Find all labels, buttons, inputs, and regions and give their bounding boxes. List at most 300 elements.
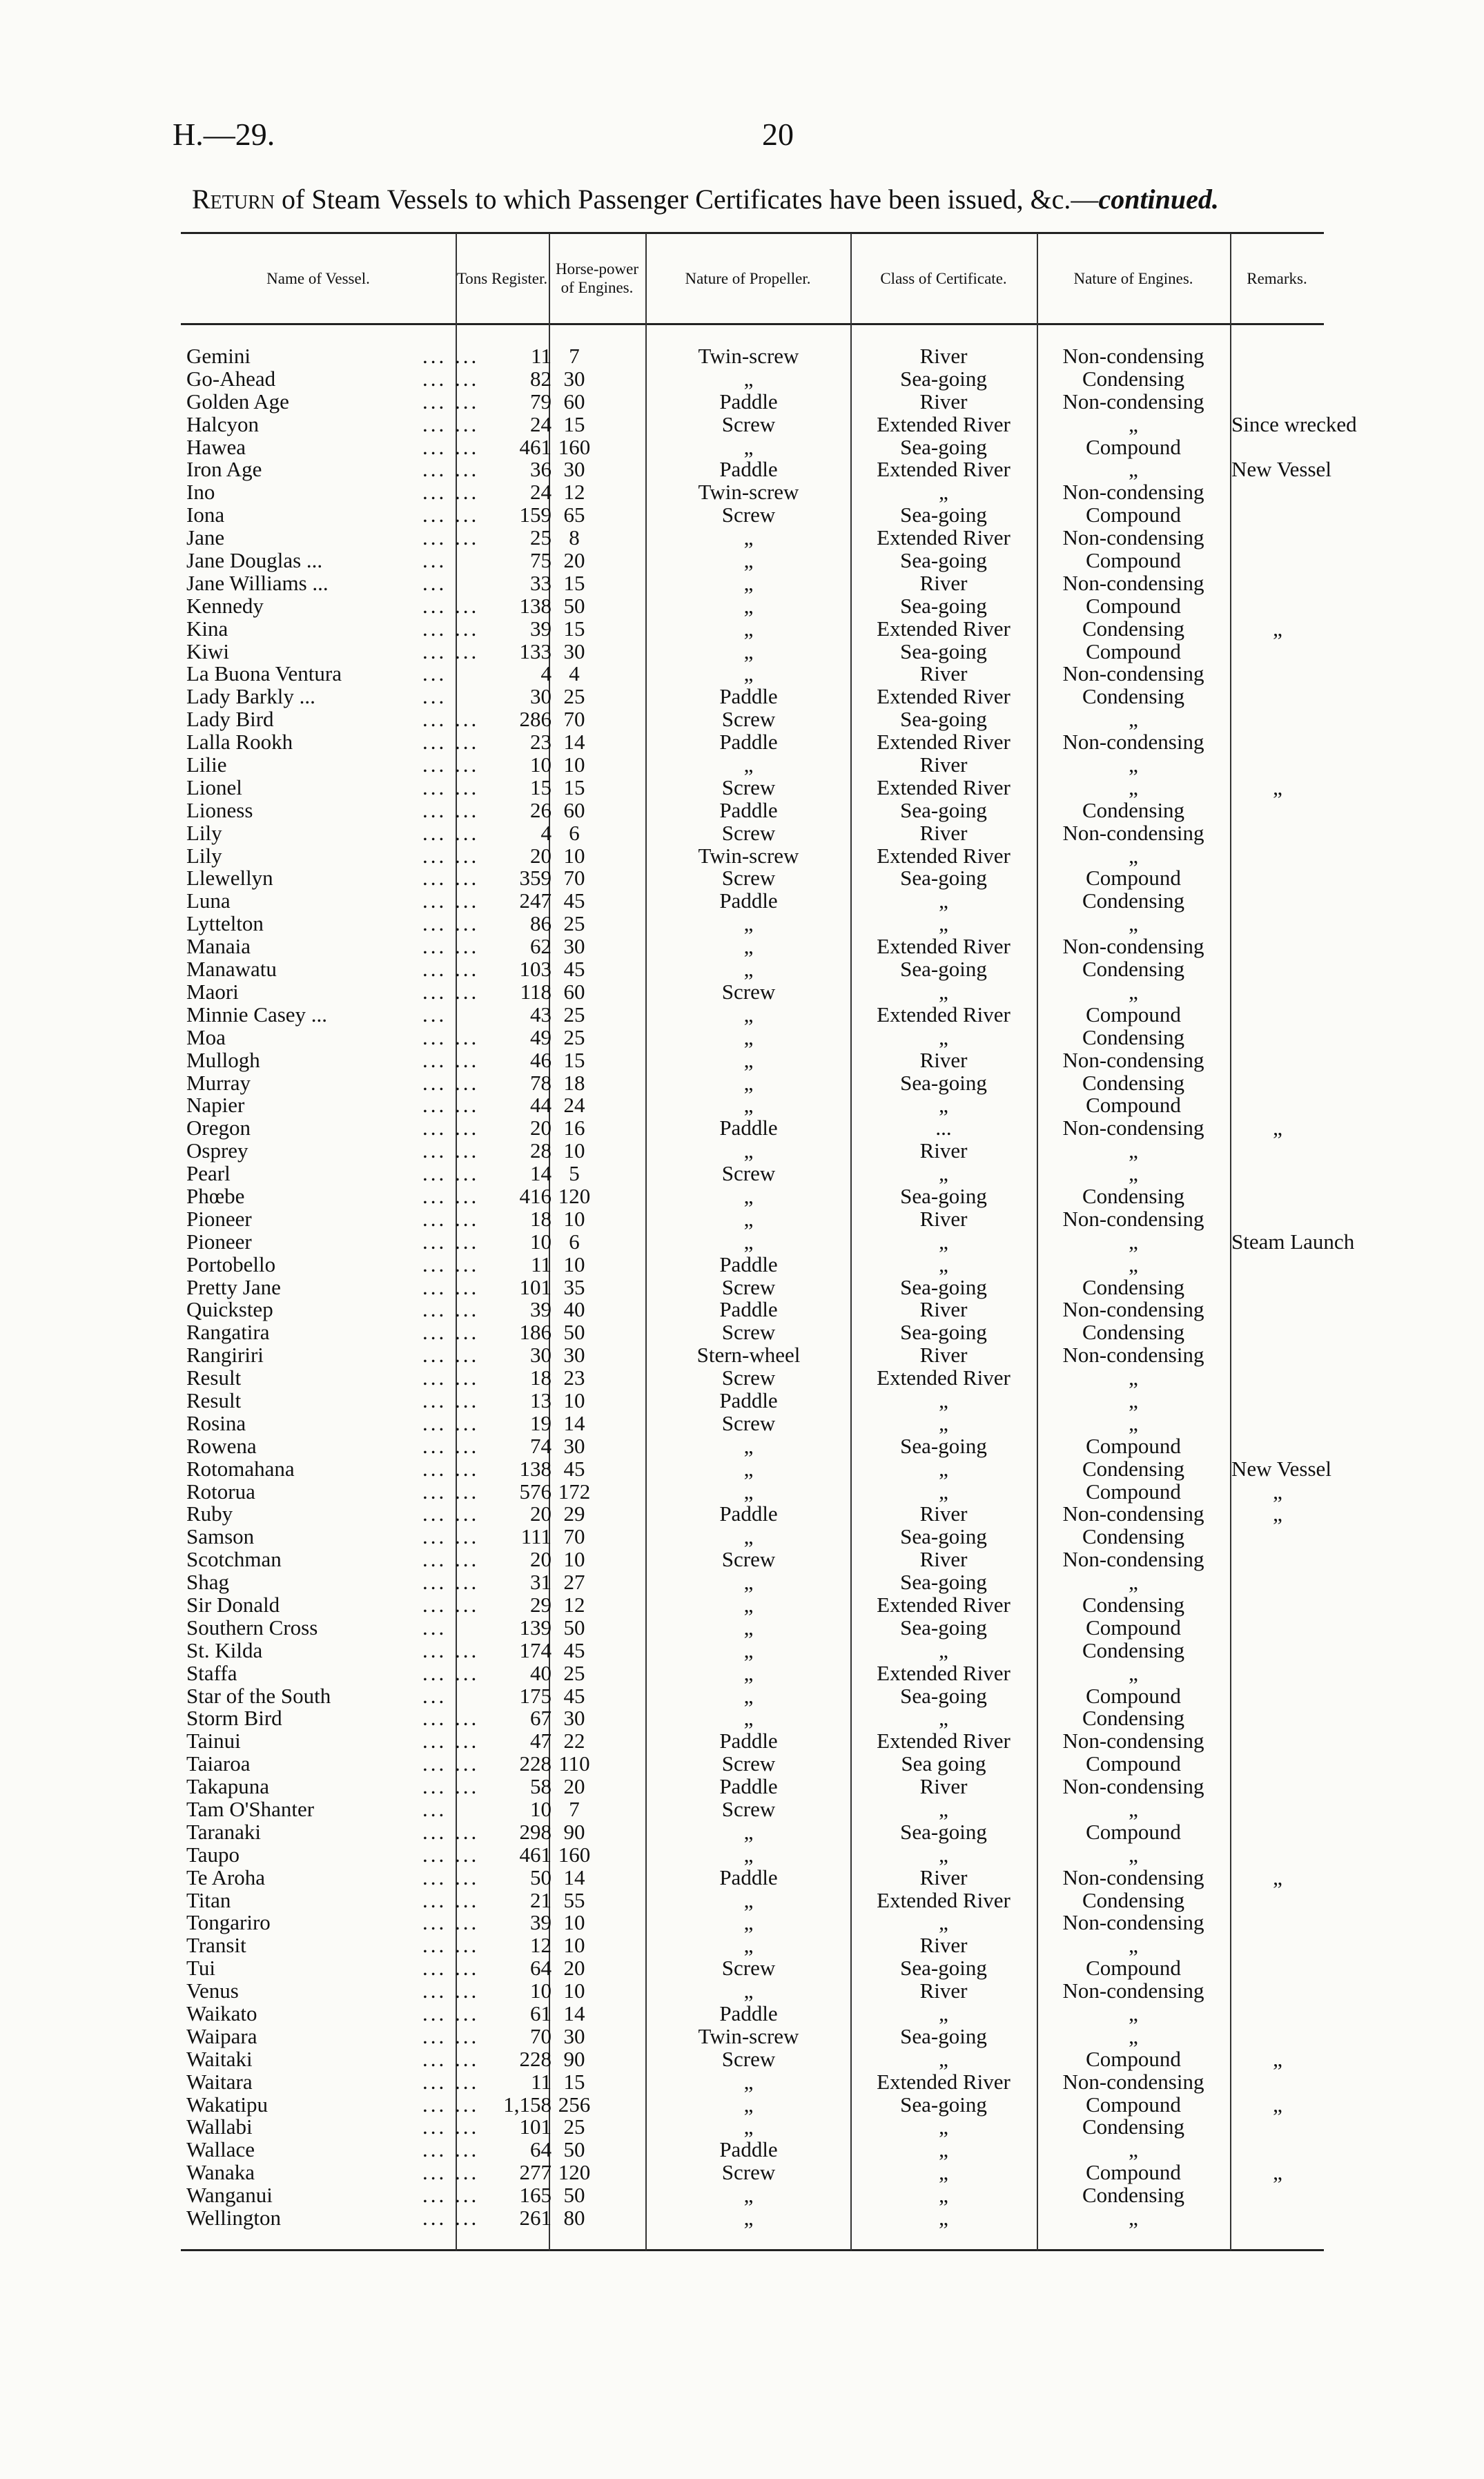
horse-power: 10 [563, 1388, 585, 1412]
leader-dots: ... [422, 1683, 447, 1708]
vessel-name: Sir Donald [186, 1592, 280, 1617]
vessel-name: Southern Cross [186, 1615, 318, 1640]
engine-type: „ [1129, 1570, 1138, 1595]
engine-type: Compound [1086, 2092, 1181, 2117]
engine-type: „ [1129, 2206, 1138, 2230]
vessel-name: Tui [186, 1956, 215, 1981]
propeller-type: Twin-screw [698, 2023, 799, 2048]
vessel-name: Rangatira [186, 1320, 270, 1345]
engine-type: „ [1129, 775, 1138, 799]
engine-type: Non-condensing [1062, 1343, 1204, 1368]
horse-power: 30 [563, 639, 585, 663]
engine-type: „ [1129, 707, 1138, 732]
leader-dots: ... ... [422, 457, 480, 482]
certificate-class: Extended River [877, 1365, 1011, 1390]
horse-power: 25 [563, 1660, 585, 1685]
certificate-class: Sea-going [900, 1819, 987, 1844]
tons-register: 139 [519, 1615, 551, 1640]
leader-dots: ... ... [422, 2115, 480, 2139]
vessel-name: Lily [186, 843, 222, 868]
propeller-type: „ [743, 593, 754, 618]
engine-type: Non-condensing [1062, 480, 1204, 505]
vessel-name: Tainui [186, 1729, 241, 1753]
engine-type: Condensing [1082, 2115, 1185, 2139]
propeller-type: „ [743, 525, 754, 550]
propeller-type: Screw [721, 1161, 776, 1186]
table-row [181, 1912, 1324, 1934]
table-row [181, 958, 1324, 981]
vessel-name: Rotomahana [186, 1456, 295, 1481]
propeller-type: „ [743, 1910, 754, 1935]
horse-power: 10 [563, 1252, 585, 1276]
tons-register: 174 [519, 1637, 551, 1662]
propeller-type: Paddle [719, 1501, 778, 1526]
certificate-class: River [919, 344, 968, 368]
horse-power: 12 [563, 1592, 585, 1617]
propeller-type: „ [743, 570, 754, 595]
tons-register: 277 [519, 2160, 551, 2185]
propeller-type: Screw [721, 1410, 776, 1435]
table-row [181, 1548, 1324, 1571]
table-row [181, 391, 1324, 414]
certificate-class: „ [939, 1637, 948, 1662]
leader-dots: ... ... [422, 389, 480, 414]
leader-dots: ... ... [422, 1933, 480, 1958]
bottom-rule [181, 2249, 1324, 2251]
table-row [181, 799, 1324, 822]
tons-register: 298 [519, 1819, 551, 1844]
tons-register: 133 [519, 639, 551, 663]
table-row [181, 1254, 1324, 1276]
vessel-name: Luna [186, 888, 231, 913]
table-row [181, 1163, 1324, 1185]
col-header-propeller: Nature of Propeller. [685, 269, 811, 287]
table-row [181, 1094, 1324, 1117]
caption-tail: continued. [1098, 184, 1219, 215]
leader-dots: ... ... [422, 1183, 480, 1208]
leader-dots: ... ... [422, 1547, 480, 1572]
propeller-type: „ [743, 1683, 754, 1708]
tons-register: 30 [530, 1343, 551, 1368]
horse-power: 10 [563, 1547, 585, 1572]
tons-register: 10 [530, 1979, 551, 2003]
horse-power: 24 [563, 1093, 585, 1118]
table-row [181, 1299, 1324, 1321]
propeller-type: „ [743, 1570, 754, 1595]
certificate-class: Sea-going [900, 707, 987, 732]
leader-dots: ... ... [422, 979, 480, 1004]
engine-type: „ [1129, 1252, 1138, 1276]
tons-register: 58 [530, 1774, 551, 1799]
tons-register: 10 [530, 1797, 551, 1821]
horse-power: 40 [563, 1297, 585, 1322]
engine-type: Compound [1086, 1956, 1181, 1981]
certificate-class: River [919, 1547, 968, 1572]
propeller-type: Screw [721, 2160, 776, 2185]
table-row [181, 1435, 1324, 1458]
vessel-name: Ruby [186, 1501, 233, 1526]
propeller-type: Screw [721, 1365, 776, 1390]
tons-register: 39 [530, 616, 551, 641]
horse-power: 14 [563, 1865, 585, 1889]
tons-register: 82 [530, 366, 551, 391]
tons-register: 175 [519, 1683, 551, 1708]
leader-dots: ... ... [422, 730, 480, 755]
engine-type: Condensing [1082, 1887, 1185, 1912]
tons-register: 20 [530, 1116, 551, 1140]
vessel-name: Wakatipu [186, 2092, 269, 2117]
horse-power: 45 [563, 1456, 585, 1481]
engine-type: Non-condensing [1062, 1297, 1204, 1322]
horse-power: 20 [563, 1956, 585, 1981]
table-row [181, 708, 1324, 731]
engine-type: „ [1129, 2137, 1138, 2162]
engine-type: „ [1129, 1842, 1138, 1867]
table-row [181, 2025, 1324, 2048]
certificate-class: „ [939, 1229, 948, 1254]
engine-type: Condensing [1082, 1706, 1185, 1731]
engine-type: Non-condensing [1062, 1116, 1204, 1140]
engine-type: „ [1129, 1365, 1138, 1390]
propeller-type: Paddle [719, 389, 778, 414]
engine-type: Compound [1086, 1002, 1181, 1027]
certificate-class: „ [939, 1252, 948, 1276]
table-row [181, 731, 1324, 754]
horse-power: 60 [563, 389, 585, 414]
horse-power: 27 [563, 1570, 585, 1595]
remarks: „ [1273, 1501, 1282, 1526]
leader-dots: ... ... [422, 1501, 480, 1526]
vessel-name: Star of the South [186, 1683, 331, 1708]
horse-power: 30 [563, 2023, 585, 2048]
leader-dots: ... ... [422, 1979, 480, 2003]
certificate-class: „ [939, 1410, 948, 1435]
certificate-class: „ [939, 1797, 948, 1821]
propeller-type: „ [743, 911, 754, 936]
engine-type: Non-condensing [1062, 1979, 1204, 2003]
horse-power: 50 [563, 2183, 585, 2208]
certificate-class: Sea-going [900, 434, 987, 459]
table-row [181, 2071, 1324, 2094]
vessel-name: Wellington [186, 2206, 281, 2230]
col-header-name: Name of Vessel. [266, 269, 370, 287]
certificate-class: Sea-going [900, 2023, 987, 2048]
tons-register: 186 [519, 1320, 551, 1345]
certificate-class: „ [939, 2183, 948, 2208]
propeller-type: Twin-screw [698, 843, 799, 868]
horse-power: 20 [563, 1774, 585, 1799]
certificate-class: „ [939, 1910, 948, 1935]
table-row [181, 1390, 1324, 1412]
table-row [181, 1229, 1355, 1254]
table-row [181, 1662, 1324, 1685]
vessel-name: Staffa [186, 1660, 237, 1685]
leader-dots: ... ... [422, 366, 480, 391]
propeller-type: „ [743, 1660, 754, 1685]
tons-register: 78 [530, 1070, 551, 1095]
certificate-class: „ [939, 1093, 948, 1118]
propeller-type: Paddle [719, 2137, 778, 2162]
engine-type: Non-condensing [1062, 570, 1204, 595]
certificate-class: „ [939, 2001, 948, 2026]
engine-type: „ [1129, 1138, 1138, 1163]
tons-register: 228 [519, 2046, 551, 2071]
table-row [181, 1776, 1324, 1798]
vessel-name: Iona [186, 503, 225, 527]
engine-type: Compound [1086, 866, 1181, 891]
tons-register: 11 [531, 1252, 551, 1276]
propeller-type: „ [743, 1524, 754, 1549]
horse-power: 160 [558, 434, 591, 459]
vessel-name: Gemini [186, 344, 251, 368]
vessel-name: Wallabi [186, 2115, 253, 2139]
leader-dots: ... ... [422, 1479, 480, 1504]
engine-type: Non-condensing [1062, 1206, 1204, 1231]
leader-dots: ... ... [422, 1343, 480, 1368]
certificate-class: Extended River [877, 1729, 1011, 1753]
engine-type: „ [1129, 1933, 1138, 1958]
tons-register: 21 [530, 1887, 551, 1912]
certificate-class: Sea-going [900, 1524, 987, 1549]
engine-type: „ [1129, 1161, 1138, 1186]
col-header-hp: Horse-power of Engines. [555, 260, 639, 296]
propeller-type: Paddle [719, 1774, 778, 1799]
remarks: New Vessel [1231, 457, 1331, 482]
certificate-class: River [919, 1774, 968, 1799]
propeller-type: „ [743, 934, 754, 959]
horse-power: 18 [563, 1070, 585, 1095]
horse-power: 50 [563, 1320, 585, 1345]
vessel-name: Golden Age [186, 389, 289, 414]
leader-dots: ... ... [422, 525, 480, 550]
tons-register: 47 [530, 1729, 551, 1753]
horse-power: 160 [558, 1842, 591, 1867]
horse-power: 45 [563, 1683, 585, 1708]
vessel-name: Ino [186, 480, 215, 505]
certificate-class: Extended River [877, 525, 1011, 550]
leader-dots: ... ... [422, 775, 480, 799]
propeller-type: Paddle [719, 1297, 778, 1322]
remarks: „ [1273, 1116, 1282, 1140]
horse-power: 29 [563, 1501, 585, 1526]
leader-dots: ... [422, 548, 447, 573]
engine-type: Condensing [1082, 957, 1185, 982]
certificate-class: ... [935, 1116, 952, 1140]
table-row [181, 1617, 1324, 1640]
vessel-name: Shag [186, 1570, 229, 1595]
remarks: „ [1273, 775, 1282, 799]
vessel-name: Titan [186, 1887, 231, 1912]
certificate-class: River [919, 389, 968, 414]
horse-power: 45 [563, 1637, 585, 1662]
horse-power: 7 [569, 344, 580, 368]
horse-power: 45 [563, 957, 585, 982]
propeller-type: Screw [721, 820, 776, 845]
tons-register: 359 [519, 866, 551, 891]
propeller-type: „ [743, 1456, 754, 1481]
tons-register: 67 [530, 1706, 551, 1731]
table-row [181, 890, 1324, 913]
table-row [181, 1844, 1324, 1867]
propeller-type: Screw [721, 411, 776, 436]
table-row [181, 1503, 1324, 1526]
table-row [181, 1707, 1324, 1730]
tons-register: 46 [530, 1047, 551, 1072]
table-row [181, 1980, 1324, 2003]
leader-dots: ... ... [422, 1706, 480, 1731]
vessel-name: Taranaki [186, 1819, 261, 1844]
remarks: „ [1273, 1479, 1282, 1504]
horse-power: 16 [563, 1116, 585, 1140]
leader-dots: ... ... [422, 1320, 480, 1345]
vessel-name: Lady Bird [186, 707, 274, 732]
tons-register: 138 [519, 1456, 551, 1481]
vessel-name: Result [186, 1388, 242, 1412]
engine-type: Compound [1086, 1093, 1181, 1118]
vessel-name: Rangiriri [186, 1343, 264, 1368]
tons-register: 30 [530, 684, 551, 709]
certificate-class: River [919, 1047, 968, 1072]
table-row [181, 913, 1324, 935]
table-row [181, 1456, 1331, 1481]
horse-power: 14 [563, 2001, 585, 2026]
tons-register: 20 [530, 843, 551, 868]
tons-register: 26 [530, 797, 551, 822]
tons-register: 49 [530, 1024, 551, 1049]
propeller-type: „ [743, 661, 754, 686]
leader-dots: ... ... [422, 1252, 480, 1276]
vessel-name: Rosina [186, 1410, 246, 1435]
certificate-class: „ [939, 1706, 948, 1731]
tons-register: 13 [530, 1388, 551, 1412]
propeller-type: Paddle [719, 797, 778, 822]
horse-power: 55 [563, 1887, 585, 1912]
engine-type: Compound [1086, 1819, 1181, 1844]
certificate-class: „ [939, 2115, 948, 2139]
certificate-class: Extended River [877, 411, 1011, 436]
engine-type: Compound [1086, 503, 1181, 527]
horse-power: 80 [563, 2206, 585, 2230]
tons-register: 20 [530, 1501, 551, 1526]
table-row [181, 504, 1324, 527]
leader-dots: ... ... [422, 1093, 480, 1118]
leader-dots: ... ... [422, 639, 480, 663]
horse-power: 30 [563, 457, 585, 482]
remarks: Since wrecked [1231, 411, 1357, 436]
tons-register: 461 [519, 1842, 551, 1867]
tons-register: 20 [530, 1547, 551, 1572]
table-row [181, 411, 1357, 436]
table-row [181, 1481, 1324, 1504]
vessel-name: Phœbe [186, 1183, 245, 1208]
leader-dots: ... ... [422, 1570, 480, 1595]
engine-type: Condensing [1082, 2183, 1185, 2208]
tons-register: 43 [530, 1002, 551, 1027]
table-row [181, 845, 1324, 868]
tons-register: 24 [530, 480, 551, 505]
horse-power: 60 [563, 979, 585, 1004]
table-row [181, 2094, 1324, 2117]
table-row [181, 2161, 1324, 2184]
certificate-class: Sea-going [900, 1274, 987, 1299]
vessel-name: Maori [186, 979, 239, 1004]
engine-type: „ [1129, 1660, 1138, 1685]
engine-type: Compound [1086, 1615, 1181, 1640]
vessel-name: Pioneer [186, 1206, 252, 1231]
vessel-name: Minnie Casey ... [186, 1002, 328, 1027]
col-header-engines: Nature of Engines. [1073, 269, 1193, 287]
certificate-class: Sea-going [900, 593, 987, 618]
tons-register: 62 [530, 934, 551, 959]
engine-type: Condensing [1082, 366, 1185, 391]
certificate-class: River [919, 570, 968, 595]
engine-type: Non-condensing [1062, 344, 1204, 368]
vessel-name: Jane Douglas ... [186, 548, 323, 573]
certificate-class: Sea-going [900, 797, 987, 822]
leader-dots: ... [422, 1615, 447, 1640]
engine-type: Condensing [1082, 1637, 1185, 1662]
table-row [181, 1753, 1324, 1776]
propeller-type: „ [743, 366, 754, 391]
table-row [181, 1730, 1324, 1753]
table-row [181, 2184, 1324, 2207]
tons-register: 14 [530, 1161, 551, 1186]
tons-register: 118 [520, 979, 551, 1004]
table-row [181, 595, 1324, 618]
horse-power: 25 [563, 911, 585, 936]
engine-type: „ [1129, 1797, 1138, 1821]
propeller-type: Screw [721, 1547, 776, 1572]
tons-register: 75 [530, 548, 551, 573]
engine-type: Compound [1086, 1751, 1181, 1776]
propeller-type: „ [743, 1706, 754, 1731]
vessel-name: Moa [186, 1024, 226, 1049]
leader-dots: ... ... [422, 344, 480, 368]
propeller-type: „ [743, 616, 754, 641]
table-row [181, 1208, 1324, 1231]
vessel-name: Portobello [186, 1252, 276, 1276]
engine-type: „ [1129, 411, 1138, 436]
propeller-type: Screw [721, 2046, 776, 2071]
leader-dots: ... ... [422, 2092, 480, 2117]
horse-power: 4 [569, 661, 580, 686]
propeller-type: Stern-wheel [696, 1343, 801, 1368]
horse-power: 70 [563, 866, 585, 891]
horse-power: 65 [563, 503, 585, 527]
vessel-name: Quickstep [186, 1297, 273, 1322]
table-row [181, 2003, 1324, 2025]
horse-power: 50 [563, 593, 585, 618]
certificate-class: Sea-going [900, 1683, 987, 1708]
engine-type: Non-condensing [1062, 1774, 1204, 1799]
vessel-name: Halcyon [186, 411, 260, 436]
horse-power: 20 [563, 548, 585, 573]
horse-power: 45 [563, 888, 585, 913]
engine-type: Compound [1086, 639, 1181, 663]
propeller-type: „ [743, 1933, 754, 1958]
leader-dots: ... ... [422, 1161, 480, 1186]
horse-power: 15 [563, 570, 585, 595]
vessel-name: Go-Ahead [186, 366, 276, 391]
leader-dots: ... [422, 570, 447, 595]
remarks: New Vessel [1231, 1456, 1331, 1481]
leader-dots: ... ... [422, 593, 480, 618]
certificate-class: River [919, 1933, 968, 1958]
engine-type: Non-condensing [1062, 389, 1204, 414]
tons-register: 11 [531, 344, 551, 368]
propeller-type: „ [743, 1024, 754, 1049]
table-row [181, 1526, 1324, 1548]
